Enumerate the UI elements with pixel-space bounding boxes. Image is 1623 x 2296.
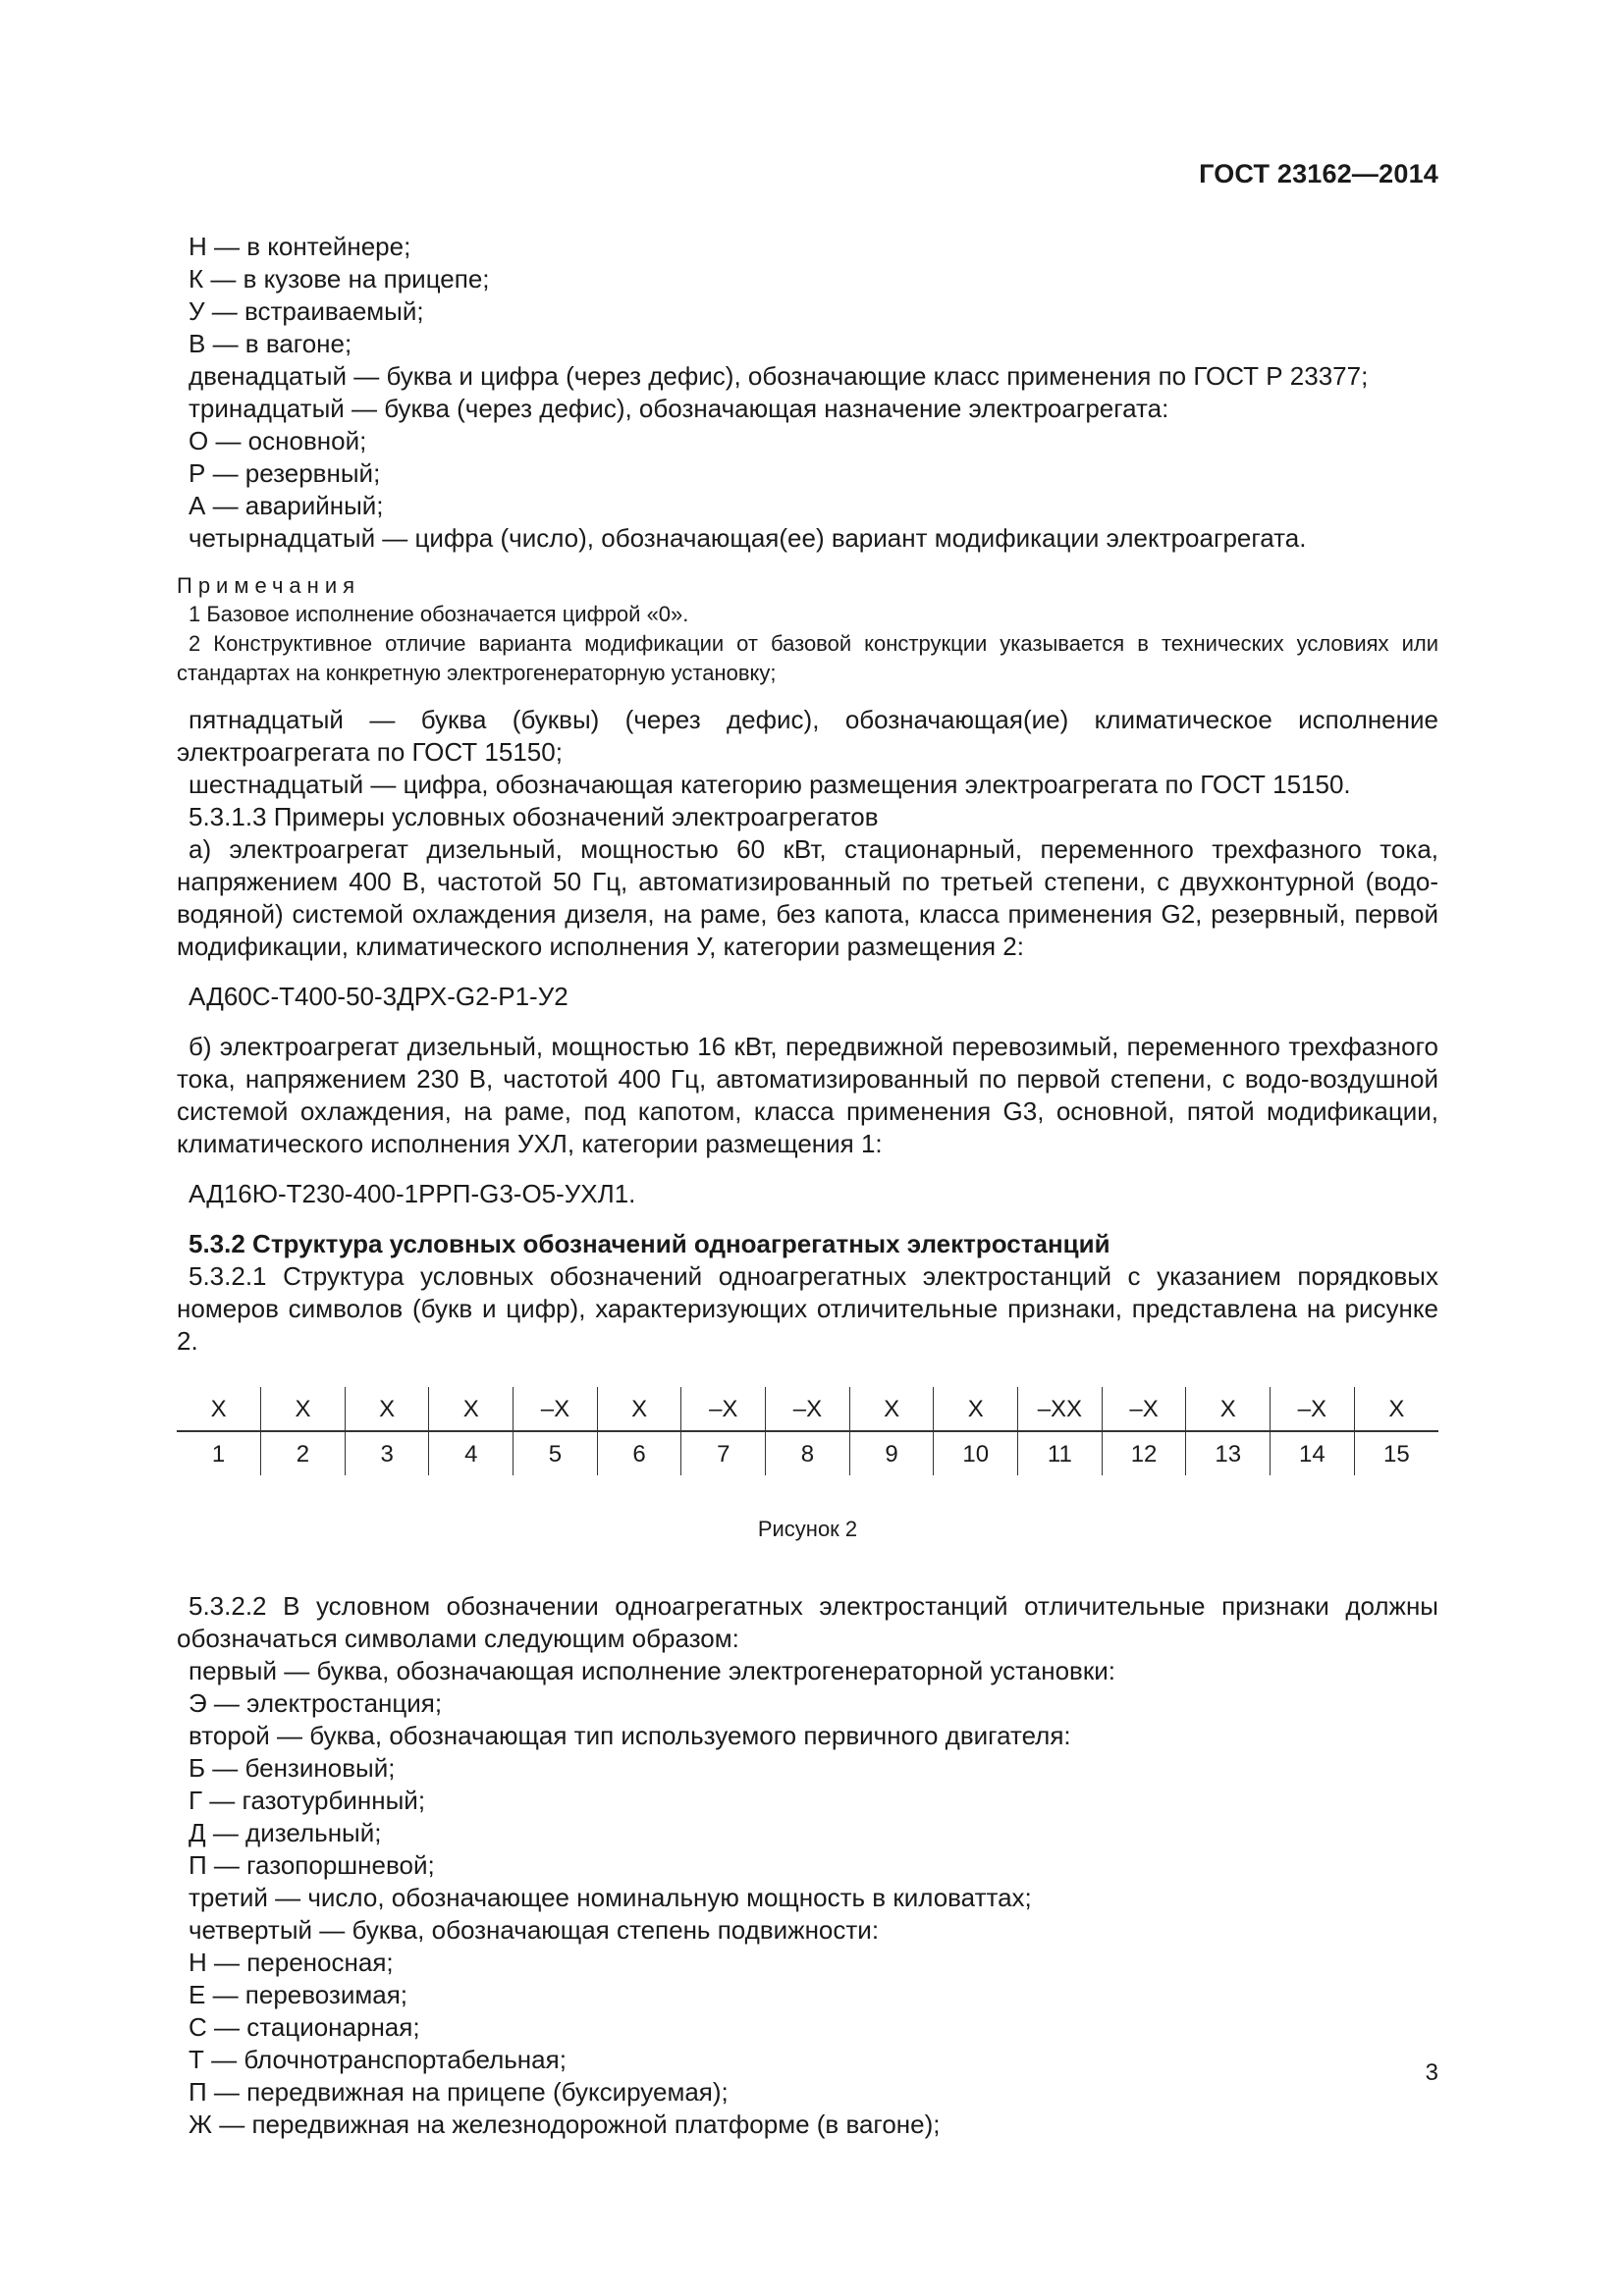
number-cell: 7 [681, 1431, 766, 1475]
number-cell: 14 [1271, 1431, 1355, 1475]
symbol-cell: X [1186, 1387, 1271, 1431]
symbol-cell: X [429, 1387, 514, 1431]
number-cell: 1 [211, 1440, 226, 1468]
symbol-cell: –X [1271, 1387, 1355, 1431]
list-item: Р — резервный; [189, 458, 381, 488]
paragraph-fifteenth: пятнадцатый — буква (буквы) (через дефис), обозначающая(ие) климатическое исполнение электроагрегата по ГОСТ 15150; [177, 705, 1438, 767]
list-item: первый — буква, обозначающая исполнение электрогенераторной установки: [189, 1656, 1115, 1685]
number-row [177, 1431, 1438, 1475]
figure-caption: Рисунок 2 [757, 1517, 858, 1541]
number-cell: 8 [766, 1431, 850, 1475]
list-item: Т — блочнотранспортабельная; [189, 2045, 567, 2074]
number-cell: 5 [514, 1431, 598, 1475]
list-item: У — встраиваемый; [189, 296, 424, 326]
section-5-3-2-1: 5.3.2.1 Структура условных обозначений одноагрегатных электростанций с указанием порядковых номеров символов (букв и цифр), характеризующих отличительные признаки, представлена на рисунке 2. [177, 1261, 1438, 1356]
list-item: Н — переносная; [189, 1948, 394, 1977]
number-cell: 10 [934, 1431, 1018, 1475]
symbol-cell: X [1354, 1387, 1438, 1431]
number-cell: 12 [1102, 1431, 1186, 1475]
list-item: Э — электростанция; [189, 1688, 443, 1718]
list-item: О — основной; [189, 426, 367, 455]
list-block-1 [177, 231, 1438, 555]
symbol-cell: X [597, 1387, 681, 1431]
notes-heading: Примечания [177, 573, 361, 598]
symbol-cell: X [934, 1387, 1018, 1431]
symbol-cell: –X [1102, 1387, 1186, 1431]
list-item: четырнадцатый — цифра (число), обозначающая(ее) вариант модификации электроагрегата. [189, 523, 1307, 553]
list-item: Б — бензиновый; [189, 1753, 396, 1783]
note-2: 2 Конструктивное отличие варианта модификации от базовой конструкции указывается в технических условиях или стандартах на конкретную электрогенераторную установку; [177, 631, 1438, 685]
list-block-2 [177, 1655, 1438, 2141]
list-item: тринадцатый — буква (через дефис), обозначающая назначение электроагрегата: [189, 394, 1169, 423]
list-item: Е — перевозимая; [189, 1980, 408, 2009]
section-5-3-1-3: 5.3.1.3 Примеры условных обозначений электроагрегатов [189, 802, 879, 831]
symbol-cell: –XX [1018, 1387, 1103, 1431]
section-5-3-2-heading: 5.3.2 Структура условных обозначений одноагрегатных электростанций [189, 1229, 1110, 1258]
number-cell: 2 [261, 1431, 346, 1475]
paragraph-sixteenth: шестнадцатый — цифра, обозначающая категорию размещения электроагрегата по ГОСТ 15150. [189, 770, 1351, 799]
list-item: Ж — передвижная на железнодорожной платформе (в вагоне); [189, 2109, 941, 2139]
number-cell: 4 [429, 1431, 514, 1475]
list-item: П — передвижная на прицепе (буксируемая); [189, 2077, 729, 2107]
section-5-3-2-2: 5.3.2.2 В условном обозначении одноагрегатных электростанций отличительные признаки должны обозначаться символами следующим образом: [177, 1591, 1438, 1653]
symbol-cell: –X [681, 1387, 766, 1431]
list-item: П — газопоршневой; [189, 1850, 435, 1880]
list-item: К — в кузове на прицепе; [189, 264, 490, 294]
symbol-row [177, 1387, 1438, 1431]
number-cell: 13 [1186, 1431, 1271, 1475]
designation-example-a: АД60С-Т400-50-3ДРХ-G2-Р1-У2 [189, 982, 568, 1011]
list-item: Н — в контейнере; [189, 232, 411, 261]
symbol-cell: –X [514, 1387, 598, 1431]
list-item: четвертый — буква, обозначающая степень подвижности: [189, 1915, 880, 1945]
number-cell: 9 [849, 1431, 934, 1475]
designation-example-b: АД16Ю-Т230-400-1РРП-G3-О5-УХЛ1. [189, 1179, 636, 1208]
list-item: С — стационарная; [189, 2012, 420, 2042]
number-cell: 6 [597, 1431, 681, 1475]
list-item: В — в вагоне; [189, 329, 352, 358]
note-1: 1 Базовое исполнение обозначается цифрой «0». [189, 602, 689, 626]
list-item: Г — газотурбинный; [189, 1786, 426, 1815]
example-a: а) электроагрегат дизельный, мощностью 60 кВт, стационарный, переменного трехфазного тока, напряжением 400 В, частотой 50 Гц, автоматизированный по третьей степени, с двухконтурной (водо-водяной) системой охлаждения дизеля, на раме, без капота, класса применения G2, резервный, первой модификации, климатического исполнения У, категории размещения 2: [177, 834, 1438, 961]
number-cell: 15 [1354, 1431, 1438, 1475]
list-item: А — аварийный; [189, 491, 384, 520]
page-content [177, 231, 1438, 2141]
document-code: ГОСТ 23162—2014 [1199, 159, 1438, 188]
symbol-cell: X [849, 1387, 934, 1431]
list-item: третий — число, обозначающее номинальную мощность в киловаттах; [189, 1883, 1032, 1912]
list-item: двенадцатый — буква и цифра (через дефис), обозначающие класс применения по ГОСТ Р 23377; [189, 361, 1369, 391]
symbol-cell: X [261, 1387, 346, 1431]
symbol-cell: X [177, 1387, 261, 1431]
number-cell: 3 [345, 1431, 429, 1475]
example-b: б) электроагрегат дизельный, мощностью 16 кВт, передвижной перевозимый, переменного трехфазного тока, напряжением 230 В, частотой 400 Гц, автоматизированный по первой степени, с водо-воздушной системой охлаждения, на раме, под капотом, класса применения G3, основной, пятой модификации, климатического исполнения УХЛ, категории размещения 1: [177, 1032, 1438, 1158]
figure-2-structure-table [177, 1387, 1438, 1475]
list-item: второй — буква, обозначающая тип используемого первичного двигателя: [189, 1721, 1071, 1750]
symbol-cell: –X [766, 1387, 850, 1431]
page-number: 3 [1425, 2059, 1438, 2086]
number-cell: 11 [1018, 1431, 1103, 1475]
list-item: Д — дизельный; [189, 1818, 382, 1847]
symbol-cell: X [345, 1387, 429, 1431]
